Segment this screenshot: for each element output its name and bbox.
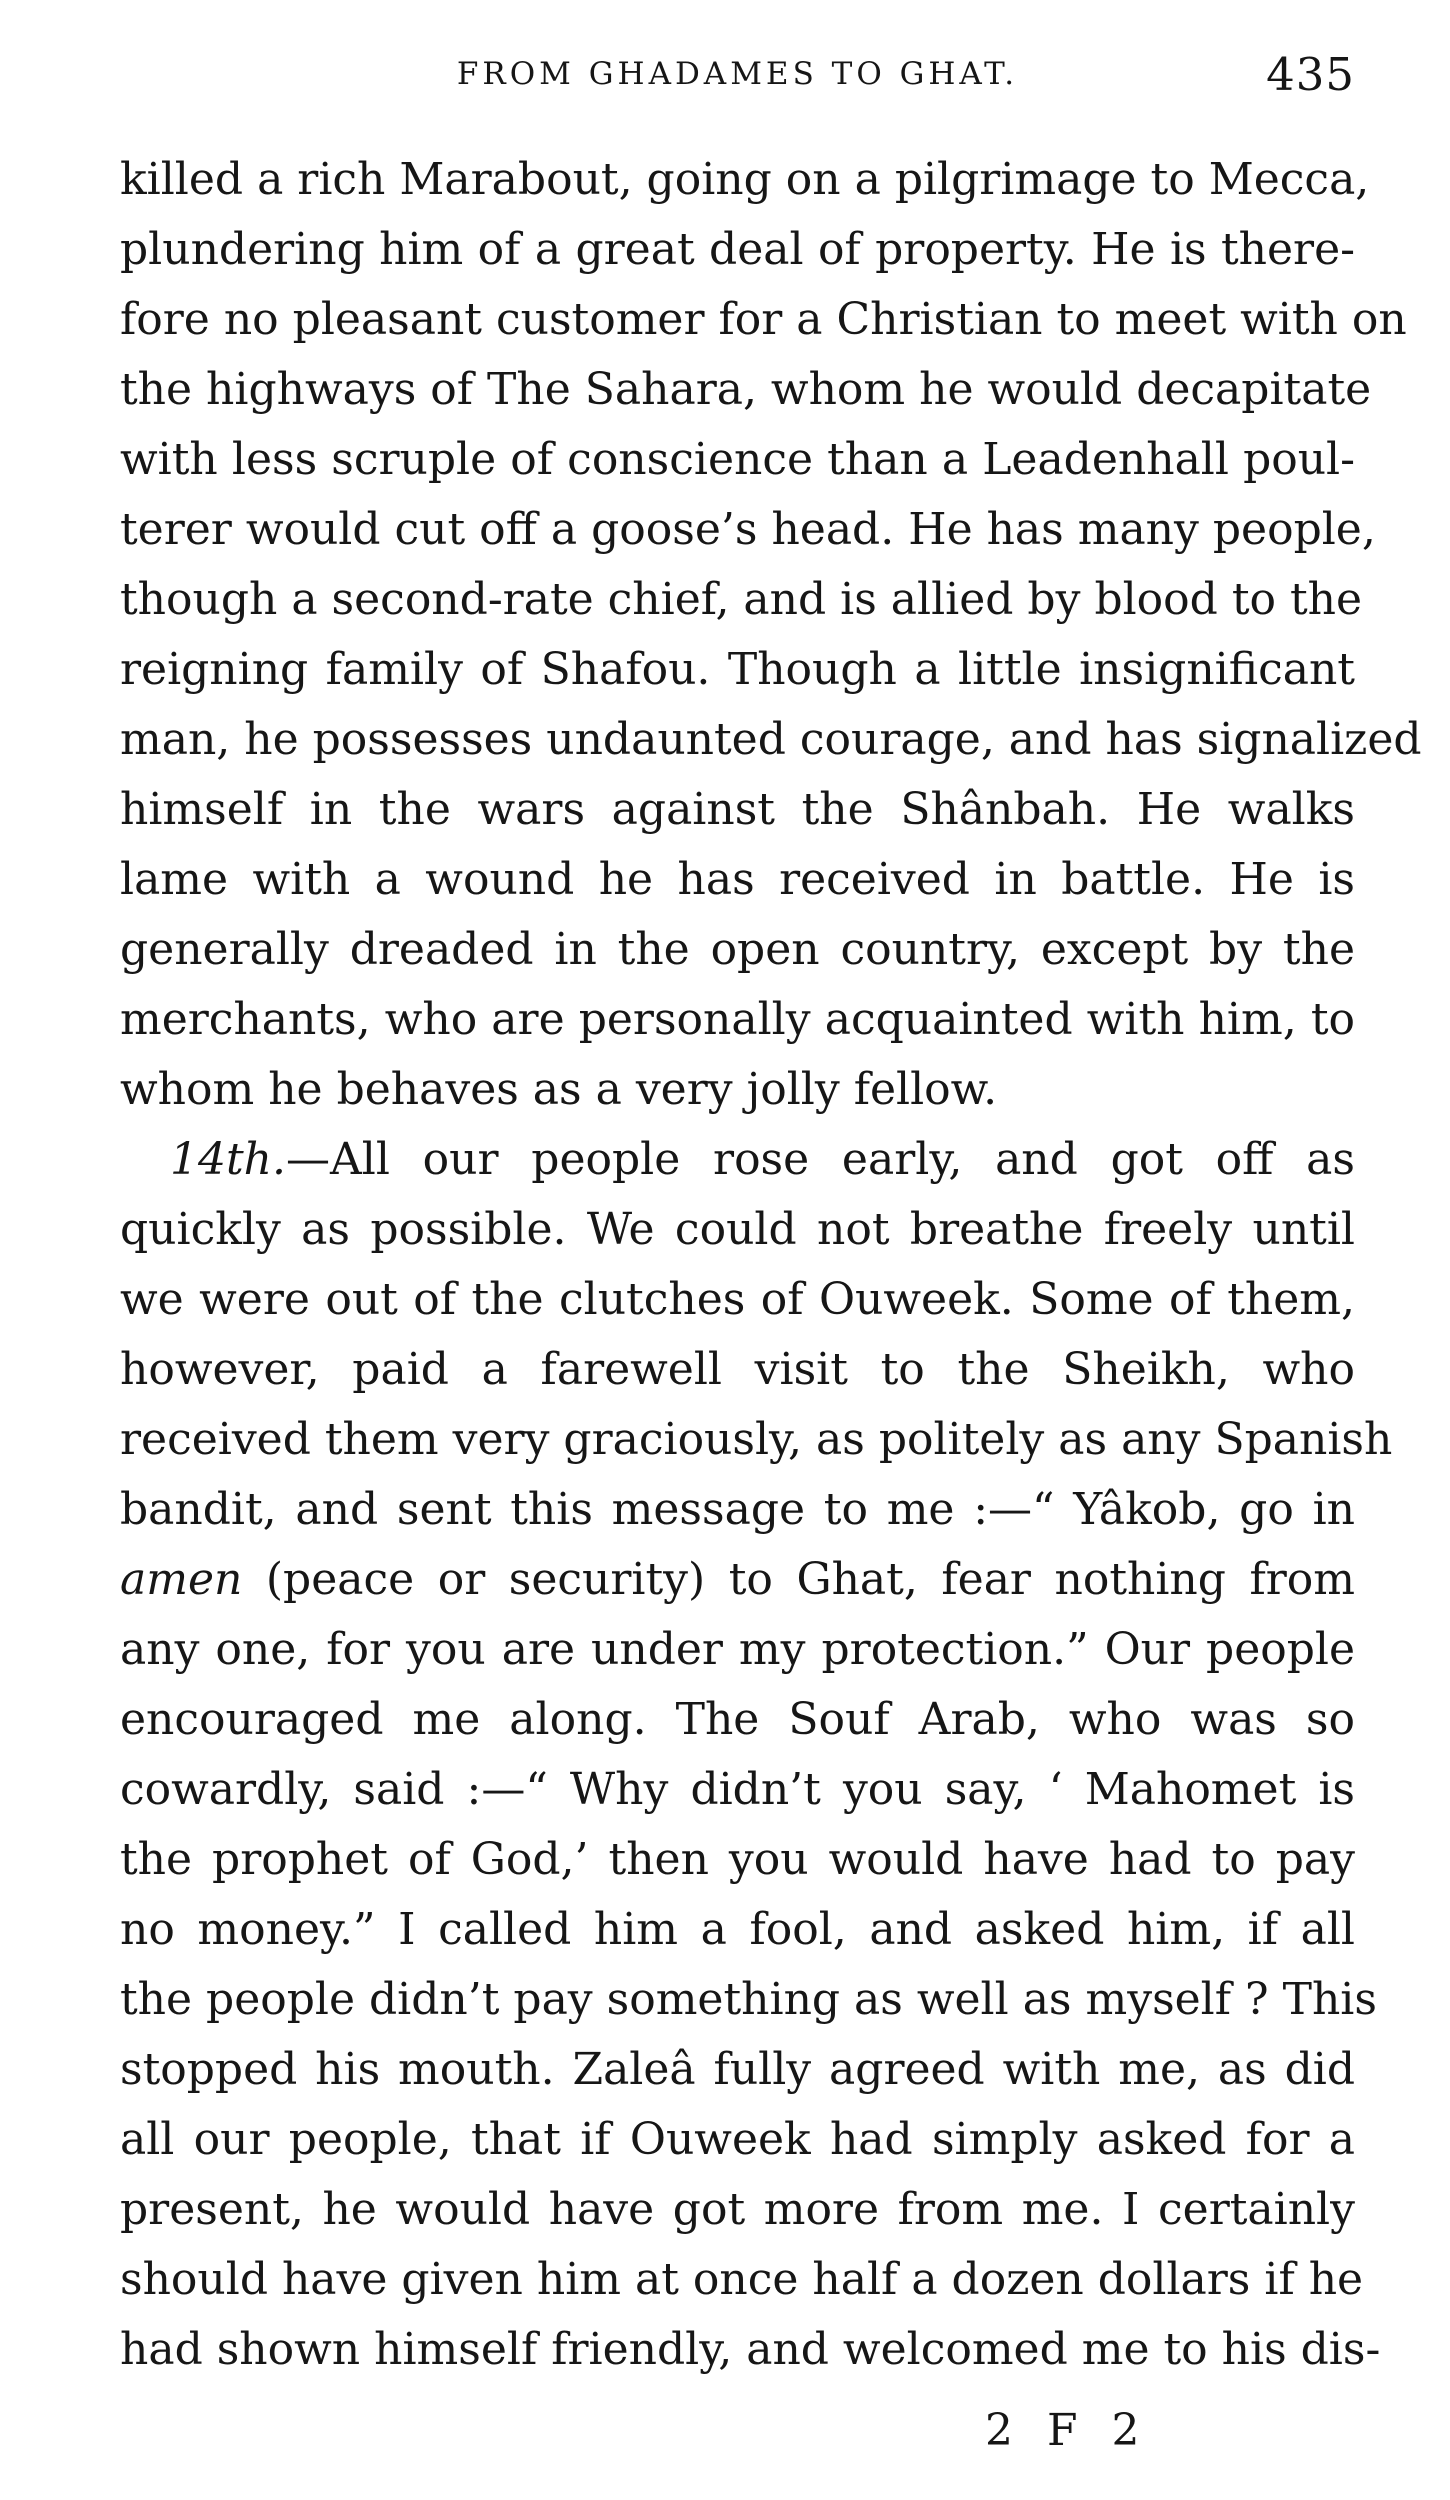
text-line: reigning family of Shafou. Though a little insignificant (120, 644, 1355, 695)
text-line: had shown himself friendly, and welcomed me to his dis- (120, 2324, 1381, 2375)
text-line: merchants, who are personally acquainted with him, to (120, 994, 1355, 1045)
signature-mark: 2 F 2 (985, 2405, 1150, 2456)
text-line: with less scruple of conscience than a Leadenhall poul- (120, 434, 1355, 485)
text-line: quickly as possible. We could not breathe freely until (120, 1204, 1355, 1255)
text-run: (peace or security) to Ghat, fear nothing from (242, 1554, 1355, 1605)
text-line: man, he possesses undaunted courage, and has signalized (120, 714, 1422, 765)
text-line (120, 1125, 1355, 1195)
text-line: should have given him at once half a dozen dollars if he (120, 2254, 1364, 2305)
text-line: stopped his mouth. Zaleâ fully agreed with me, as did (120, 2044, 1355, 2095)
italic-word: amen (120, 1554, 243, 1605)
running-title: FROM GHADAMES TO GHAT. (456, 56, 1019, 92)
text-line: no money.” I called him a fool, and asked him, if all (120, 1904, 1355, 1955)
text-run: —All our people rose early, and got off as (286, 1134, 1355, 1185)
running-head (120, 48, 1355, 108)
text-line: received them very graciously, as politely as any Spanish (120, 1414, 1393, 1465)
text-line: though a second-rate chief, and is allied by blood to the (120, 574, 1363, 625)
text-line: whom he behaves as a very jolly fellow. (120, 1064, 998, 1115)
text-line: present, he would have got more from me. I certainly (120, 2184, 1355, 2235)
date-entry: 14th. (170, 1134, 286, 1185)
text-line: lame with a wound he has received in battle. He is (120, 854, 1355, 905)
text-line: the highways of The Sahara, whom he would decapitate (120, 364, 1372, 415)
text-line: himself in the wars against the Shânbah. He walks (120, 784, 1355, 835)
text-line: encouraged me along. The Souf Arab, who was so (120, 1694, 1355, 1745)
text-line (120, 1545, 1355, 1615)
text-line: plundering him of a great deal of property. He is there- (120, 224, 1355, 275)
text-line: the prophet of God,’ then you would have had to pay (120, 1834, 1355, 1885)
text-line: however, paid a farewell visit to the Sheikh, who (120, 1344, 1355, 1395)
text-line: generally dreaded in the open country, except by the (120, 924, 1355, 975)
text-line: bandit, and sent this message to me :—“ Yâkob, go in (120, 1484, 1355, 1535)
body-text (120, 145, 1422, 2385)
text-line: fore no pleasant customer for a Christian to meet with on (120, 294, 1407, 345)
text-line: any one, for you are under my protection.” Our people (120, 1624, 1355, 1675)
text-line: killed a rich Marabout, going on a pilgrimage to Mecca, (120, 154, 1370, 205)
text-line: terer would cut off a goose’s head. He has many people, (120, 504, 1376, 555)
text-line: cowardly, said :—“ Why didn’t you say, ‘ Mahomet is (120, 1764, 1355, 1815)
text-line: we were out of the clutches of Ouweek. Some of them, (120, 1274, 1355, 1325)
text-line: the people didn’t pay something as well as myself ? This (120, 1974, 1377, 2025)
page-number: 435 (1266, 48, 1355, 101)
text-line: all our people, that if Ouweek had simply asked for a (120, 2114, 1355, 2165)
